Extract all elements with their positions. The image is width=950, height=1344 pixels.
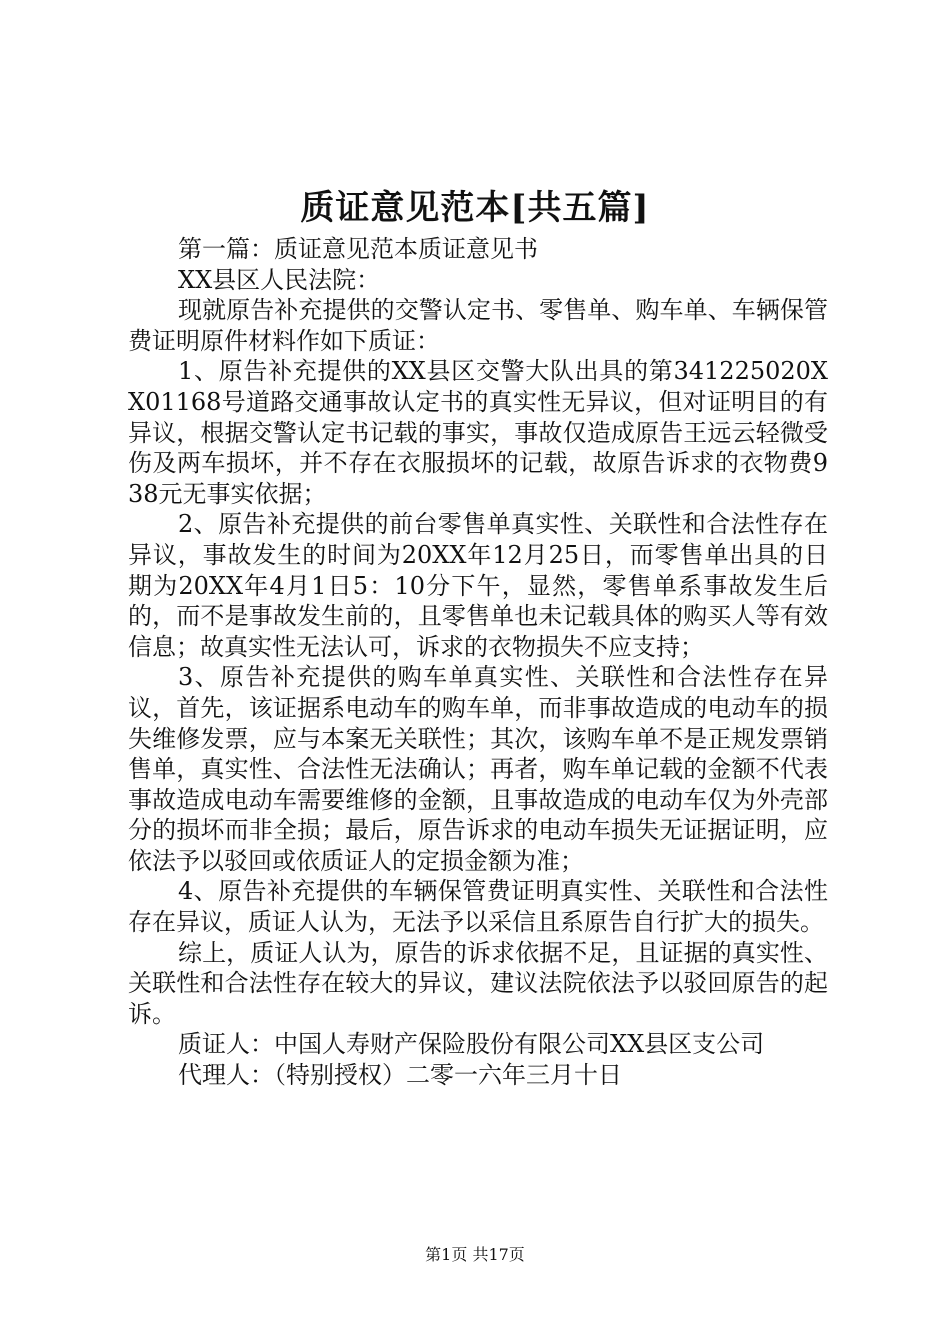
- section-heading: 第一篇：质证意见范本质证意见书: [178, 235, 538, 263]
- addressee: XX县区人民法院：: [178, 265, 381, 294]
- point-1-paragraph: 1、原告补充提供的XX县区交警大队出具的第341225020XX01168号道路交通事故认定书的真实性无异议，但对证明目的有异议，根据交警认定书记载的事实，事故仅造成原告王远云轻微受伤及两车损坏，并不存在衣服损坏的记载，故原告诉求的衣物费938元无事实依据；: [128, 357, 828, 508]
- document-body: [128, 234, 828, 1091]
- page-footer: 第1页 共17页: [425, 1245, 525, 1264]
- agent-date-line: 代理人：（特别授权）二零一六年三月十日: [178, 1061, 622, 1090]
- respondent-line: 质证人：中国人寿财产保险股份有限公司XX县区支公司: [178, 1030, 765, 1059]
- conclusion-paragraph: 综上，质证人认为，原告的诉求依据不足，且证据的真实性、关联性和合法性存在较大的异议，建议法院依法予以驳回原告的起诉。: [128, 938, 828, 1028]
- intro-paragraph: 现就原告补充提供的交警认定书、零售单、购车单、车辆保管费证明原件材料作如下质证：: [128, 296, 828, 355]
- point-2-paragraph: 2、原告补充提供的前台零售单真实性、关联性和合法性存在异议，事故发生的时间为20XX年12月25日，而零售单出具的日期为20XX年4月1日5：10分下午，显然，零售单系事故发生后的，而不是事故发生前的，且零售单也未记载具体的购买人等有效信息；故真实性无法认可，诉求的衣物损失不应支持；: [128, 510, 828, 661]
- point-4-paragraph: 4、原告补充提供的车辆保管费证明真实性、关联性和合法性存在异议，质证人认为，无法予以采信且系原告自行扩大的损失。: [128, 877, 828, 937]
- point-3-paragraph: 3、原告补充提供的购车单真实性、关联性和合法性存在异议，首先，该证据系电动车的购车单，而非事故造成的电动车的损失维修发票，应与本案无关联性；其次，该购车单不是正规发票销售单，真实性、合法性无法确认；再者，购车单记载的金额不代表事故造成电动车需要维修的金额，且事故造成的电动车仅为外壳部分的损坏而非全损；最后，原告诉求的电动车损失无证据证明，应依法予以驳回或依质证人的定损金额为准；: [128, 663, 828, 875]
- document-title: 质证意见范本[共五篇]: [300, 188, 650, 228]
